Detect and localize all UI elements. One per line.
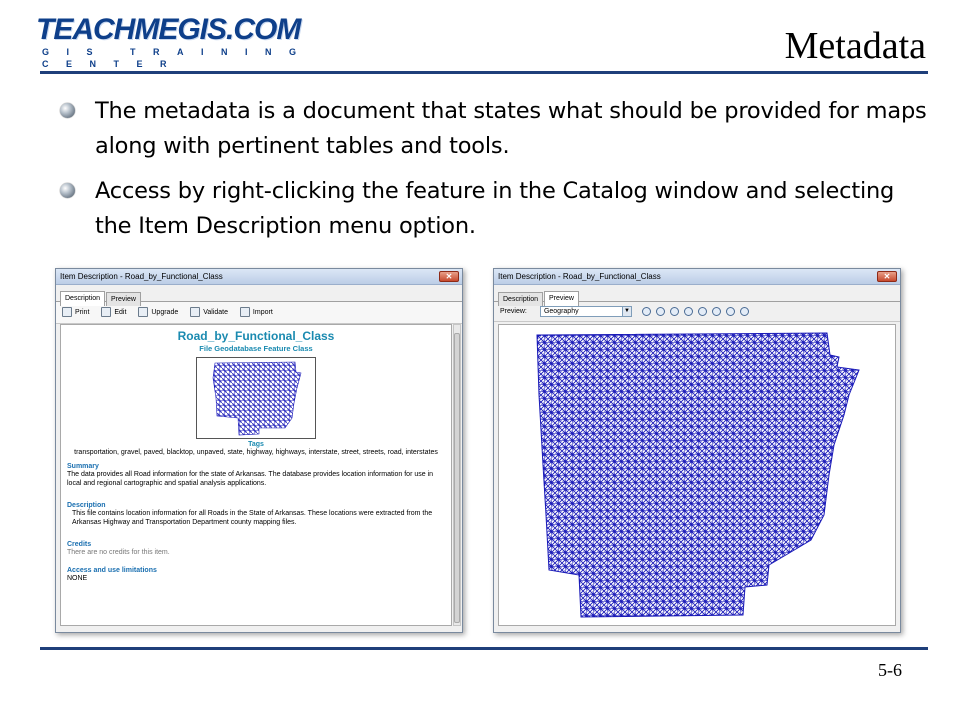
arkansas-roads-thumbnail xyxy=(197,358,315,438)
close-button[interactable] xyxy=(439,271,459,282)
pan-icon[interactable] xyxy=(670,307,679,316)
edit-button[interactable] xyxy=(101,307,126,319)
tags-heading: Tags xyxy=(248,441,264,448)
map-tools xyxy=(642,307,752,316)
bullet-text: Access by right-clicking the feature in the Catalog window and selecting the Item Description menu option. xyxy=(95,178,895,239)
preview-type-select[interactable] xyxy=(540,306,632,317)
map-preview[interactable] xyxy=(498,324,896,626)
upgrade-icon xyxy=(138,307,148,317)
validate-icon xyxy=(190,307,200,317)
description-document[interactable] xyxy=(60,324,452,626)
doc-subtitle: File Geodatabase Feature Class xyxy=(199,344,313,353)
identify-icon[interactable] xyxy=(726,307,735,316)
window-title: Item Description - Road_by_Functional_Class xyxy=(60,272,223,281)
page-number: 5-6 xyxy=(878,660,902,680)
close-button[interactable] xyxy=(877,271,897,282)
bullet-text: The metadata is a document that states what should be provided for maps along with pertinent tables and tools. xyxy=(95,98,927,159)
globe-bullet-icon xyxy=(60,183,75,198)
print-icon xyxy=(62,307,72,317)
globe-bullet-icon xyxy=(60,103,75,118)
close-icon: ✕ xyxy=(445,272,453,281)
print-button[interactable] xyxy=(62,307,89,319)
description-heading: Description xyxy=(67,502,106,509)
tab-description[interactable]: Description xyxy=(60,291,105,306)
print-label: Print xyxy=(75,309,90,316)
validate-button[interactable] xyxy=(190,307,228,319)
chevron-down-icon: ▼ xyxy=(622,307,631,316)
back-icon[interactable] xyxy=(698,307,707,316)
bullet-item xyxy=(60,174,930,244)
logo-wordmark: TEACHMEGIS.COM xyxy=(36,13,301,46)
create-thumbnail-icon[interactable] xyxy=(740,307,749,316)
access-heading: Access and use limitations xyxy=(67,567,157,574)
credits-heading: Credits xyxy=(67,541,92,548)
tab-strip xyxy=(494,287,900,302)
window-titlebar[interactable] xyxy=(494,269,900,285)
window-title: Item Description - Road_by_Functional_Class xyxy=(498,272,661,281)
tab-preview[interactable]: Preview xyxy=(106,292,141,306)
zoom-out-icon[interactable] xyxy=(656,307,665,316)
full-extent-icon[interactable] xyxy=(684,307,693,316)
import-label: Import xyxy=(252,309,273,316)
summary-text: The data provides all Road information for the state of Arkansas. The database provides location information for use in local and regional cartographic and spatial analysis applications. xyxy=(67,471,434,487)
logo-tagline: GIS TRAINING CENTER xyxy=(42,47,314,69)
slide-title: Metadata xyxy=(784,25,926,67)
tab-preview[interactable]: Preview xyxy=(544,291,579,306)
arkansas-roads-map xyxy=(499,325,896,626)
upgrade-button[interactable] xyxy=(138,307,178,319)
forward-icon[interactable] xyxy=(712,307,721,316)
preview-type-value: Geography xyxy=(543,308,579,315)
import-icon xyxy=(240,307,250,317)
import-button[interactable] xyxy=(240,307,273,319)
tab-strip xyxy=(56,287,462,302)
edit-label: Edit xyxy=(114,309,127,316)
preview-label: Preview: xyxy=(500,308,527,316)
map-thumbnail xyxy=(196,357,316,439)
description-text: This file contains location information for all Roads in the State of Arkansas. These locations were extracted from the Arkansas Highway and Transportation Department county mapping files. xyxy=(72,510,433,526)
zoom-in-icon[interactable] xyxy=(642,307,651,316)
validate-label: Validate xyxy=(203,309,228,316)
upgrade-label: Upgrade xyxy=(151,309,179,316)
bullet-item xyxy=(60,94,930,164)
item-description-window-description xyxy=(55,268,463,633)
close-icon: ✕ xyxy=(883,272,891,281)
scrollbar-thumb[interactable] xyxy=(454,333,460,623)
access-text: NONE xyxy=(67,575,88,582)
bottom-divider xyxy=(40,647,928,650)
credits-text: There are no credits for this item. xyxy=(67,549,170,556)
tags-text: transportation, gravel, paved, blacktop, unpaved, state, highway, highways, interstate, street, streets, road, interstates xyxy=(74,449,438,456)
vertical-scrollbar[interactable] xyxy=(453,324,461,626)
teachmegis-logo xyxy=(36,13,376,69)
summary-heading: Summary xyxy=(67,463,99,470)
window-titlebar[interactable] xyxy=(56,269,462,285)
bullet-list xyxy=(60,94,930,254)
doc-title: Road_by_Functional_Class xyxy=(177,329,335,343)
edit-icon xyxy=(101,307,111,317)
item-description-window-preview xyxy=(493,268,901,633)
tab-description[interactable]: Description xyxy=(498,292,543,306)
top-divider xyxy=(40,71,928,74)
